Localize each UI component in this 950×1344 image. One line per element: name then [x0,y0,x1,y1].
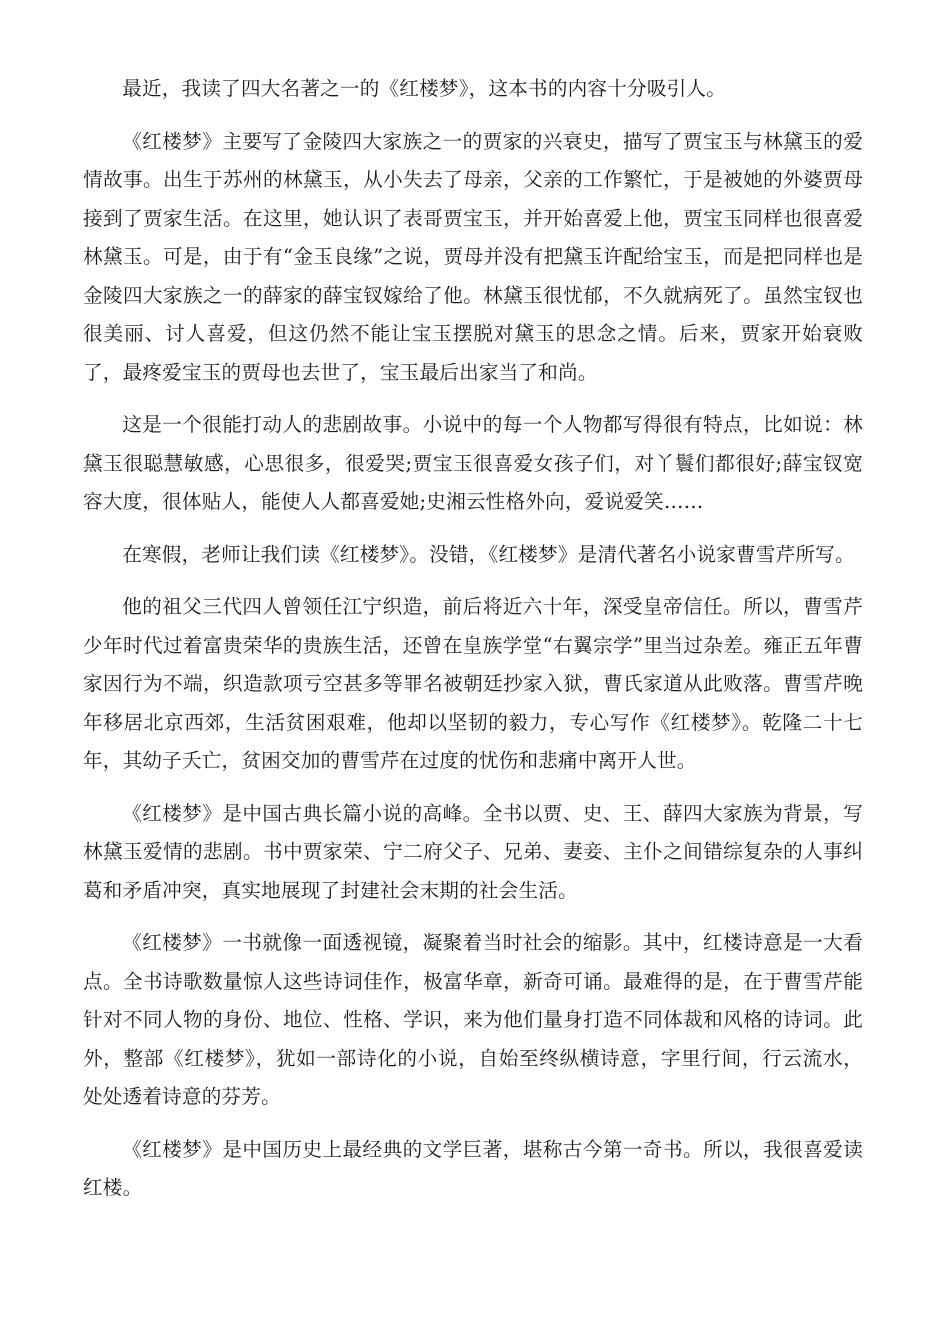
paragraph-characters: 这是一个很能打动人的悲剧故事。小说中的每一个人物都写得很有特点，比如说：林黛玉很聪慧敏感，心思很多，很爱哭;贾宝玉很喜爱女孩子们，对丫鬟们都很好;薛宝钗宽容大度，很体贴人，能使人人都喜爱她;史湘云性格外向，爱说爱笑…… [83,413,863,513]
paragraph-author-biography: 他的祖父三代四人曾领任江宁织造，前后将近六十年，深受皇帝信任。所以，曹雪芹少年时代过着富贵荣华的贵族生活，还曾在皇族学堂“右翼宗学”里当过杂差。雍正五年曹家因行为不端，织造款项亏空甚多等罪名被朝廷抄家入狱，曹氏家道从此败落。曹雪芹晚年移居北京西郊，生活贫困艰难，他却以坚韧的毅力，专心写作《红楼梦》。乾隆二十七年，其幼子夭亡，贫困交加的曹雪芹在过度的忧伤和悲痛中离开人世。 [83,595,863,772]
document-body [83,70,863,1222]
paragraph-poetry: 《红楼梦》一书就像一面透视镜，凝聚着当时社会的缩影。其中，红楼诗意是一大看点。全书诗歌数量惊人这些诗词佳作，极富华章，新奇可诵。最难得的是，在于曹雪芹能针对不同人物的身份、地位、性格、学识，来为他们量身打造不同体裁和风格的诗词。此外，整部《红楼梦》，犹如一部诗化的小说，自始至终纵横诗意，字里行间，行云流水，处处透着诗意的芬芳。 [83,931,863,1108]
paragraph-intro: 最近，我读了四大名著之一的《红楼梦》，这本书的内容十分吸引人。 [122,77,726,100]
paragraph-plot-summary: 《红楼梦》主要写了金陵四大家族之一的贾家的兴衰史，描写了贾宝玉与林黛玉的爱情故事。出生于苏州的林黛玉，从小失去了母亲，父亲的工作繁忙，于是被她的外婆贾母接到了贾家生活。在这里，她认识了表哥贾宝玉，并开始喜爱上他，贾宝玉同样也很喜爱林黛玉。可是，由于有“金玉良缘”之说，贾母并没有把黛玉许配给宝玉，而是把同样也是金陵四大家族之一的薛家的薛宝钗嫁给了他。林黛玉很忧郁，不久就病死了。虽然宝钗也很美丽、讨人喜爱，但这仍然不能让宝玉摆脱对黛玉的思念之情。后来，贾家开始衰败了，最疼爱宝玉的贾母也去世了，宝玉最后出家当了和尚。 [83,129,863,384]
paragraph-classic-peak: 《红楼梦》是中国古典长篇小说的高峰。全书以贾、史、王、薛四大家族为背景，写林黛玉爱情的悲剧。书中贾家荣、宁二府父子、兄弟、妻妾、主仆之间错综复杂的人事纠葛和矛盾冲突，真实地展现了封建社会末期的社会生活。 [83,801,863,902]
paragraph-conclusion: 《红楼梦》是中国历史上最经典的文学巨著，堪称古今第一奇书。所以，我很喜爱读红楼。 [83,1137,863,1199]
paragraph-winter-break: 在寒假，老师让我们读《红楼梦》。没错，《红楼梦》是清代著名小说家曹雪芹所写。 [122,542,855,566]
